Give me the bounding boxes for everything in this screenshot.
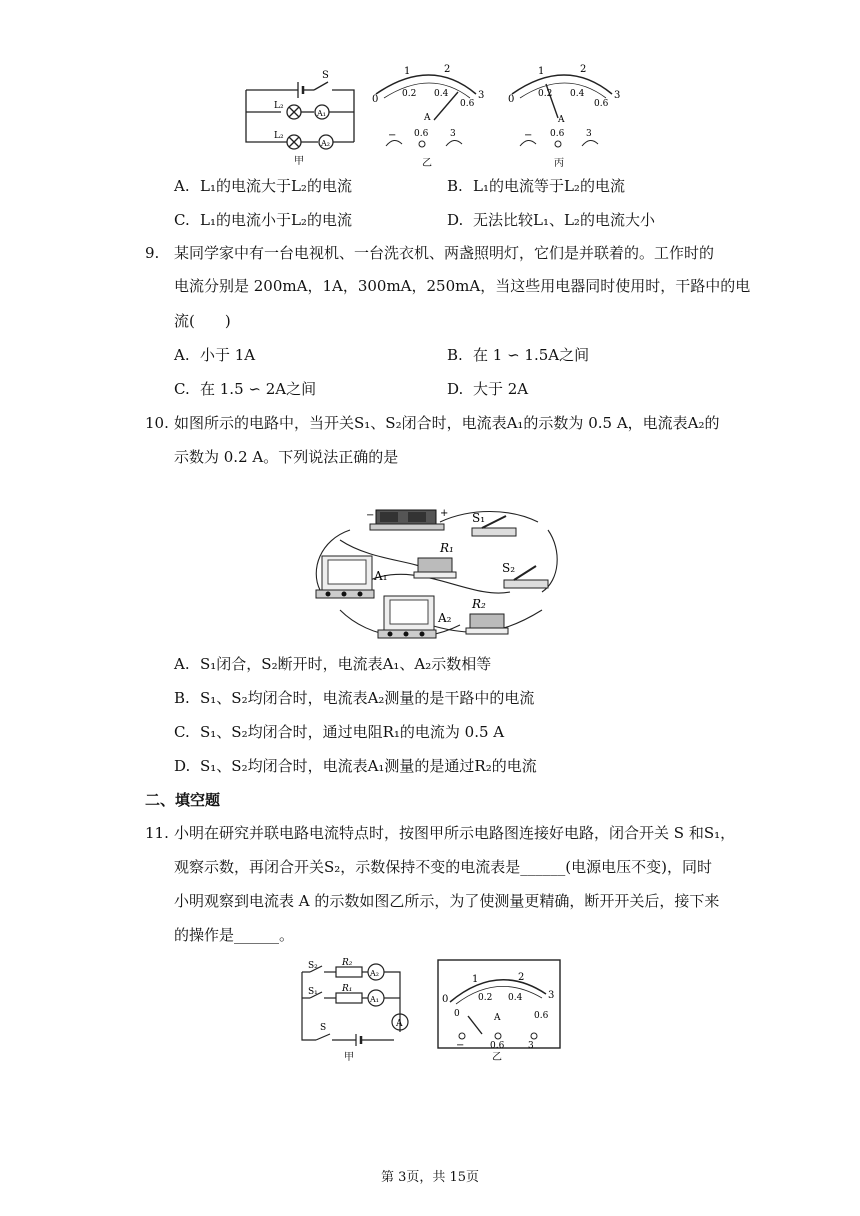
- q9-option-c-text: 在 1.5 ∽ 2A之间: [200, 380, 317, 398]
- q10-number: 10.: [145, 414, 169, 432]
- q8-option-d-text: 无法比较L₁、L₂的电流大小: [473, 211, 655, 229]
- q8-option-c[interactable]: [174, 210, 352, 230]
- q9-option-a-text: 小于 1A: [200, 346, 256, 364]
- q10-text-line-2: 示数为 0.2 A。下列说法正确的是: [174, 448, 399, 466]
- q8-option-d[interactable]: [447, 210, 655, 230]
- q8-option-c-text: L₁的电流小于L₂的电流: [200, 211, 352, 229]
- q10-battery-neg: −: [366, 510, 375, 521]
- q8-b-scale-3: 3: [478, 90, 485, 101]
- q8-b-terminal-06: 0.6: [414, 129, 429, 139]
- q10-resistor-r2: [466, 614, 508, 634]
- q9-option-d-letter: D.: [447, 380, 464, 398]
- q11-label-a2: A₂: [370, 969, 379, 978]
- q9-option-a-letter: A.: [174, 346, 190, 364]
- q9-option-d[interactable]: [447, 379, 528, 399]
- q10-label-a2: A₂: [438, 611, 452, 625]
- q11-caption-yi: 乙: [492, 1052, 502, 1062]
- q8-b-scale-1: 1: [404, 66, 411, 77]
- q8-c-terminal-neg: −: [524, 130, 533, 141]
- q10-option-a-text: S₁闭合，S₂断开时，电流表A₁、A₂示数相等: [200, 655, 492, 673]
- q11-meter-terminal-06: 0.6: [490, 1041, 505, 1051]
- q8-c-scale-1: 1: [538, 66, 545, 77]
- q8-option-c-letter: C.: [174, 211, 190, 229]
- q11-meter-scale-2: 2: [518, 972, 525, 983]
- q11-label-s2: S₂: [308, 961, 318, 971]
- q11-label-r1: R₁: [342, 984, 353, 994]
- q8-option-a-text: L₁的电流大于L₂的电流: [200, 177, 352, 195]
- q8-b-scale-2: 2: [444, 64, 451, 75]
- q8-meter-label-1: A₁: [317, 109, 326, 118]
- q11-text-line-2: 观察示数，再闭合开关S₂，示数保持不变的电流表是______(电源电压不变)，同时: [174, 858, 712, 876]
- q10-option-c[interactable]: [174, 722, 504, 742]
- q10-battery: [370, 510, 444, 530]
- q11-text-line-4: 的操作是______。: [174, 926, 295, 944]
- q11-label-a1: A₁: [370, 995, 379, 1004]
- q10-option-b-letter: B.: [174, 689, 190, 707]
- q8-lamp-label-2: L₂: [274, 131, 284, 141]
- q8-b-scale-0: 0: [372, 94, 379, 105]
- q8-b-terminal-3: 3: [450, 129, 456, 139]
- q8-option-b-letter: B.: [447, 177, 463, 195]
- page-footer: 第 3页，共 15页: [380, 1170, 480, 1185]
- q10-circuit-figure: [310, 500, 562, 645]
- q8-c-scale-06: 0.6: [594, 99, 609, 109]
- q8-option-b-text: L₁的电流等于L₂的电流: [473, 177, 625, 195]
- q11-label-s: S: [320, 1023, 327, 1033]
- q8-b-scale-04: 0.4: [434, 89, 449, 99]
- q10-label-a1: A₁: [374, 569, 388, 583]
- q11-meter-terminal-3: 3: [528, 1041, 534, 1051]
- q9-option-c[interactable]: [174, 379, 316, 399]
- q8-option-a[interactable]: [174, 176, 352, 196]
- q10-option-c-text: S₁、S₂均闭合时，通过电阻R₁的电流为 0.5 A: [200, 723, 505, 741]
- q8-c-scale-04: 0.4: [570, 89, 585, 99]
- q8-circuit-diagram: [246, 82, 354, 149]
- q10-label-s2: S₂: [502, 561, 516, 575]
- q11-circuit-diagram: [302, 964, 408, 1046]
- q10-option-d[interactable]: [174, 756, 537, 776]
- q9-text-line-2: 电流分别是 200mA，1A，300mA，250mA，当这些用电器同时使用时，干路中的电: [174, 277, 751, 295]
- q8-c-scale-3: 3: [614, 90, 621, 101]
- q10-option-d-letter: D.: [174, 757, 191, 775]
- q9-option-b-letter: B.: [447, 346, 463, 364]
- q8-caption-bing: 丙: [554, 158, 564, 169]
- q8-b-unit: A: [424, 113, 431, 123]
- q8-c-terminal-3: 3: [586, 129, 592, 139]
- q11-meter-unit: A: [494, 1013, 501, 1023]
- q8-b-scale-02: 0.2: [402, 89, 417, 99]
- q9-option-d-text: 大于 2A: [473, 380, 529, 398]
- q11-ammeter: [438, 960, 560, 1048]
- q11-label-a: A: [396, 1019, 403, 1029]
- q10-option-c-letter: C.: [174, 723, 190, 741]
- section-title-fill-in: 二、填空题: [145, 791, 221, 809]
- q8-figure-group: [236, 60, 626, 172]
- q11-meter-scale-04: 0.4: [508, 993, 523, 1003]
- q11-meter-terminal-neg: −: [456, 1040, 465, 1051]
- q11-text-line-1: 小明在研究并联电路电流特点时，按图甲所示电路图连接好电路，闭合开关 S 和S₁，: [174, 824, 736, 842]
- q8-c-scale-0: 0: [508, 94, 515, 105]
- q10-option-b[interactable]: [174, 688, 534, 708]
- q8-c-unit: A: [558, 115, 565, 125]
- q10-label-r1: R₁: [440, 541, 454, 555]
- q10-option-b-text: S₁、S₂均闭合时，电流表A₂测量的是干路中的电流: [200, 689, 535, 707]
- q8-b-scale-06: 0.6: [460, 99, 475, 109]
- q8-option-d-letter: D.: [447, 211, 464, 229]
- q8-b-terminal-neg: −: [388, 130, 397, 141]
- q10-label-s1: S₁: [472, 511, 486, 525]
- q11-label-r2: R₂: [342, 958, 353, 968]
- q8-caption-yi: 乙: [422, 158, 432, 169]
- q10-battery-pos: +: [440, 508, 449, 519]
- q9-number: 9.: [145, 244, 160, 262]
- q10-label-r2: R₂: [472, 597, 486, 611]
- q8-caption-jia: 甲: [294, 156, 304, 167]
- q8-option-a-letter: A.: [174, 177, 190, 195]
- q10-resistor-r1: [414, 558, 456, 578]
- q8-c-terminal-06: 0.6: [550, 129, 565, 139]
- q10-option-d-text: S₁、S₂均闭合时，电流表A₁测量的是通过R₂的电流: [200, 757, 537, 775]
- q8-meter-label-2: A₂: [321, 139, 330, 148]
- q11-meter-scale-1: 1: [472, 974, 479, 985]
- q11-meter-scale-0-bottom: 0: [454, 1009, 460, 1019]
- q11-text-line-3: 小明观察到电流表 A 的示数如图乙所示，为了使测量更精确，断开开关后，接下来: [174, 892, 720, 910]
- q11-label-s1: S₁: [308, 987, 318, 997]
- q11-figure-group: [296, 958, 566, 1062]
- q9-option-a[interactable]: [174, 345, 255, 365]
- q8-c-scale-2: 2: [580, 64, 587, 75]
- q8-switch-label: S: [322, 70, 329, 81]
- q11-meter-scale-02: 0.2: [478, 993, 493, 1003]
- q8-lamp-label-1: L₂: [274, 101, 284, 111]
- q8-c-scale-02: 0.2: [538, 89, 553, 99]
- q11-caption-jia: 甲: [344, 1052, 354, 1062]
- q8-option-b[interactable]: [447, 176, 625, 196]
- q9-option-b-text: 在 1 ∽ 1.5A之间: [473, 346, 590, 364]
- q9-option-b[interactable]: [447, 345, 589, 365]
- q11-meter-scale-3: 3: [548, 990, 555, 1001]
- q10-text-line-1: 如图所示的电路中，当开关S₁、S₂闭合时，电流表A₁的示数为 0.5 A，电流表A₂的: [174, 414, 720, 432]
- q10-option-a-letter: A.: [174, 655, 190, 673]
- q11-meter-scale-0-top: 0: [442, 994, 449, 1005]
- q9-option-c-letter: C.: [174, 380, 190, 398]
- q10-option-a[interactable]: [174, 654, 491, 674]
- q10-ammeter-a2: [378, 596, 436, 638]
- q9-text-line-3: 流( ): [174, 312, 231, 330]
- q10-ammeter-a1: [316, 556, 374, 598]
- q11-meter-scale-06: 0.6: [534, 1011, 549, 1021]
- q11-number: 11.: [145, 824, 169, 842]
- q9-text-line-1: 某同学家中有一台电视机、一台洗衣机、两盏照明灯，它们是并联着的。工作时的: [174, 244, 715, 262]
